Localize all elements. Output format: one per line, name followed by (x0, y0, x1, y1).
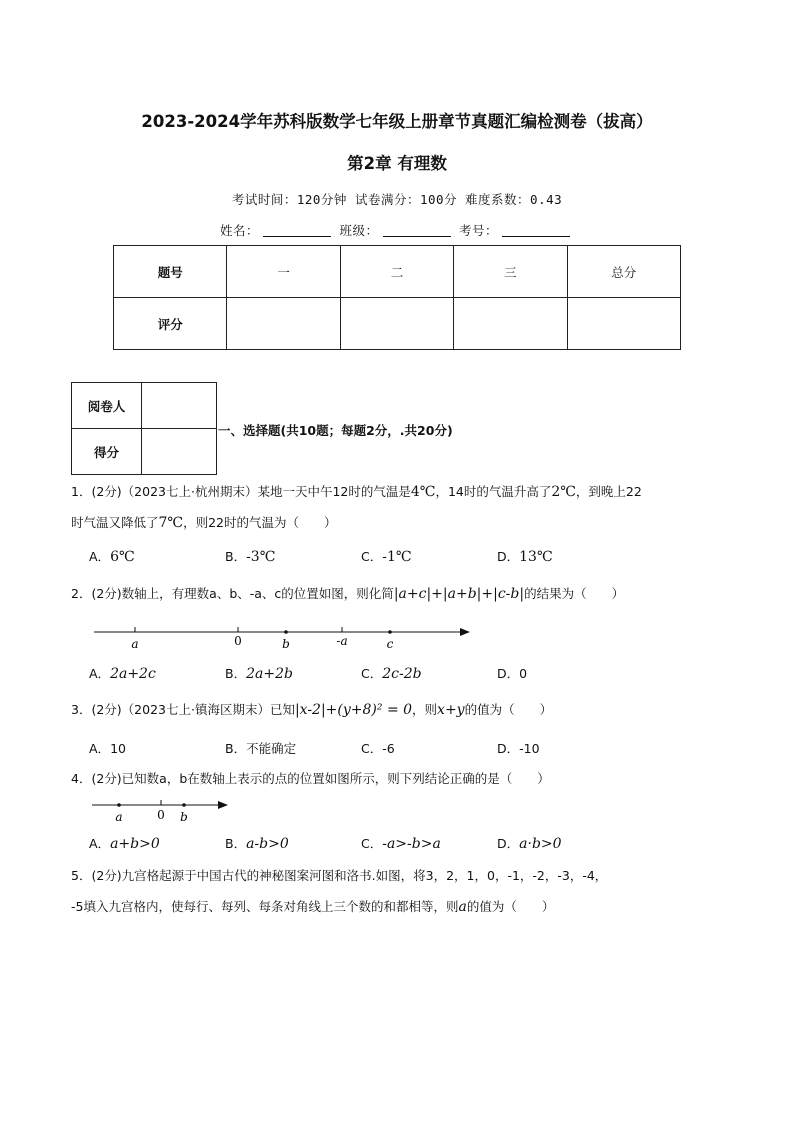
q4-option-b[interactable]: B．a-b>0 (225, 836, 289, 852)
q2-point-c (388, 630, 392, 634)
exam-info: 考试时间：120分钟 试卷满分：100分 难度系数：0.43 (231, 192, 563, 207)
q1-option-c[interactable]: C．-1℃ (361, 549, 412, 565)
reviewer-label: 阅卷人 (72, 383, 142, 429)
q4-number-line (88, 797, 238, 825)
q2-label-0: 0 (234, 634, 242, 648)
number-label: 考号： (458, 223, 498, 238)
q3-option-d[interactable]: D．-10 (497, 741, 540, 756)
score-cell-2[interactable] (340, 298, 453, 350)
page-title: 2023-2024学年苏科版数学七年级上册章节真题汇编检测卷（拔高） (141, 112, 653, 131)
q2-text-a: 2．(2分)数轴上，有理数a、b、-a、c的位置如图，则化简 (71, 586, 394, 601)
q3-option-b[interactable]: B．不能确定 (225, 741, 297, 756)
q1-option-a[interactable]: A．6℃ (89, 549, 135, 565)
score-table-row-label: 评分 (114, 298, 227, 350)
score-table-col-1: 一 (227, 246, 340, 298)
q4-point-a (117, 803, 121, 807)
reviewer-table (71, 382, 217, 475)
q1-temp-3: 7℃ (158, 515, 184, 531)
question-5: 5．(2分)九宫格起源于中国古代的神秘图案河图和洛书.如图，将3，2，1，0，-1，-2，-3，-4， (71, 868, 608, 883)
question-2 (71, 584, 731, 604)
q2-label-b: b (282, 637, 290, 651)
section-heading: 一、选择题(共10题；每题2分，.共20分) (218, 423, 453, 438)
q4-option-a[interactable]: A．a+b>0 (89, 836, 160, 852)
section-score-cell[interactable] (141, 429, 216, 475)
question-1-line2 (71, 513, 731, 533)
q3-text-c: 的值为（ ） (464, 702, 553, 717)
q2-label-neg-a: -a (336, 634, 348, 648)
score-table-header-label: 题号 (114, 246, 227, 298)
q3-expression-2: x+y (437, 702, 465, 718)
q1-text-e: ，则22时的气温为（ ） (183, 515, 337, 530)
question-1 (71, 482, 731, 502)
score-table-col-total: 总分 (567, 246, 680, 298)
question-5-line2 (71, 897, 731, 917)
q1-text-c: ，到晚上22 (575, 484, 642, 499)
q1-temp-2: 2℃ (551, 484, 576, 500)
q2-label-a: a (131, 637, 139, 651)
q2-option-d[interactable]: D．0 (497, 666, 528, 681)
score-cell-1[interactable] (227, 298, 340, 350)
score-cell-3[interactable] (454, 298, 567, 350)
q2-option-a[interactable]: A．2a+2c (89, 666, 156, 682)
q4-option-c[interactable]: C．-a>-b>a (361, 836, 441, 852)
q5-variable: a (458, 899, 467, 915)
q1-temp-1: 4℃ (410, 484, 436, 500)
score-cell-total[interactable] (567, 298, 680, 350)
reviewer-cell[interactable] (141, 383, 216, 429)
q4-point-b (182, 803, 186, 807)
q1-option-b[interactable]: B．-3℃ (225, 549, 276, 565)
name-field[interactable] (263, 224, 331, 237)
q2-expression: |a+c|+|a+b|+|c-b| (393, 586, 525, 602)
question-3 (71, 700, 731, 720)
q2-point-b (284, 630, 288, 634)
q4-label-b: b (180, 810, 188, 824)
chapter-title: 第2章 有理数 (347, 154, 447, 173)
student-info-row (0, 221, 794, 239)
q3-option-a[interactable]: A．10 (89, 741, 126, 756)
score-table-col-2: 二 (340, 246, 453, 298)
q2-number-line (90, 620, 480, 652)
q3-text-b: ，则 (412, 702, 438, 717)
q2-label-c: c (386, 637, 394, 651)
name-label: 姓名： (219, 223, 259, 238)
q3-option-c[interactable]: C．-6 (361, 741, 395, 756)
q3-expression: |x-2|+(y+8)² = 0 (294, 702, 413, 718)
score-table (113, 245, 681, 350)
q1-text-a: 1．(2分)（2023七上·杭州期末）某地一天中午12时的气温是 (71, 484, 411, 499)
number-field[interactable] (502, 224, 570, 237)
q1-option-d[interactable]: D．13℃ (497, 549, 553, 565)
q5-text-b: 的值为（ ） (466, 899, 555, 914)
q2-option-b[interactable]: B．2a+2b (225, 666, 293, 682)
q4-label-0: 0 (157, 808, 165, 822)
q4-option-d[interactable]: D．a·b>0 (497, 836, 562, 852)
section-score-label: 得分 (72, 429, 142, 475)
q4-label-a: a (115, 810, 123, 824)
question-4: 4．(2分)已知数a，b在数轴上表示的点的位置如图所示，则下列结论正确的是（ ） (71, 771, 550, 786)
class-label: 班级： (339, 223, 379, 238)
q3-text-a: 3．(2分)（2023七上·镇海区期末）已知 (71, 702, 295, 717)
score-table-col-3: 三 (454, 246, 567, 298)
class-field[interactable] (383, 224, 451, 237)
q1-text-b: ，14时的气温升高了 (435, 484, 552, 499)
q2-option-c[interactable]: C．2c-2b (361, 666, 422, 682)
q5-text-a: -5填入九宫格内，使每行、每列、每条对角线上三个数的和都相等，则 (71, 899, 459, 914)
q2-text-b: 的结果为（ ） (524, 586, 625, 601)
q1-text-d: 时气温又降低了 (71, 515, 159, 530)
